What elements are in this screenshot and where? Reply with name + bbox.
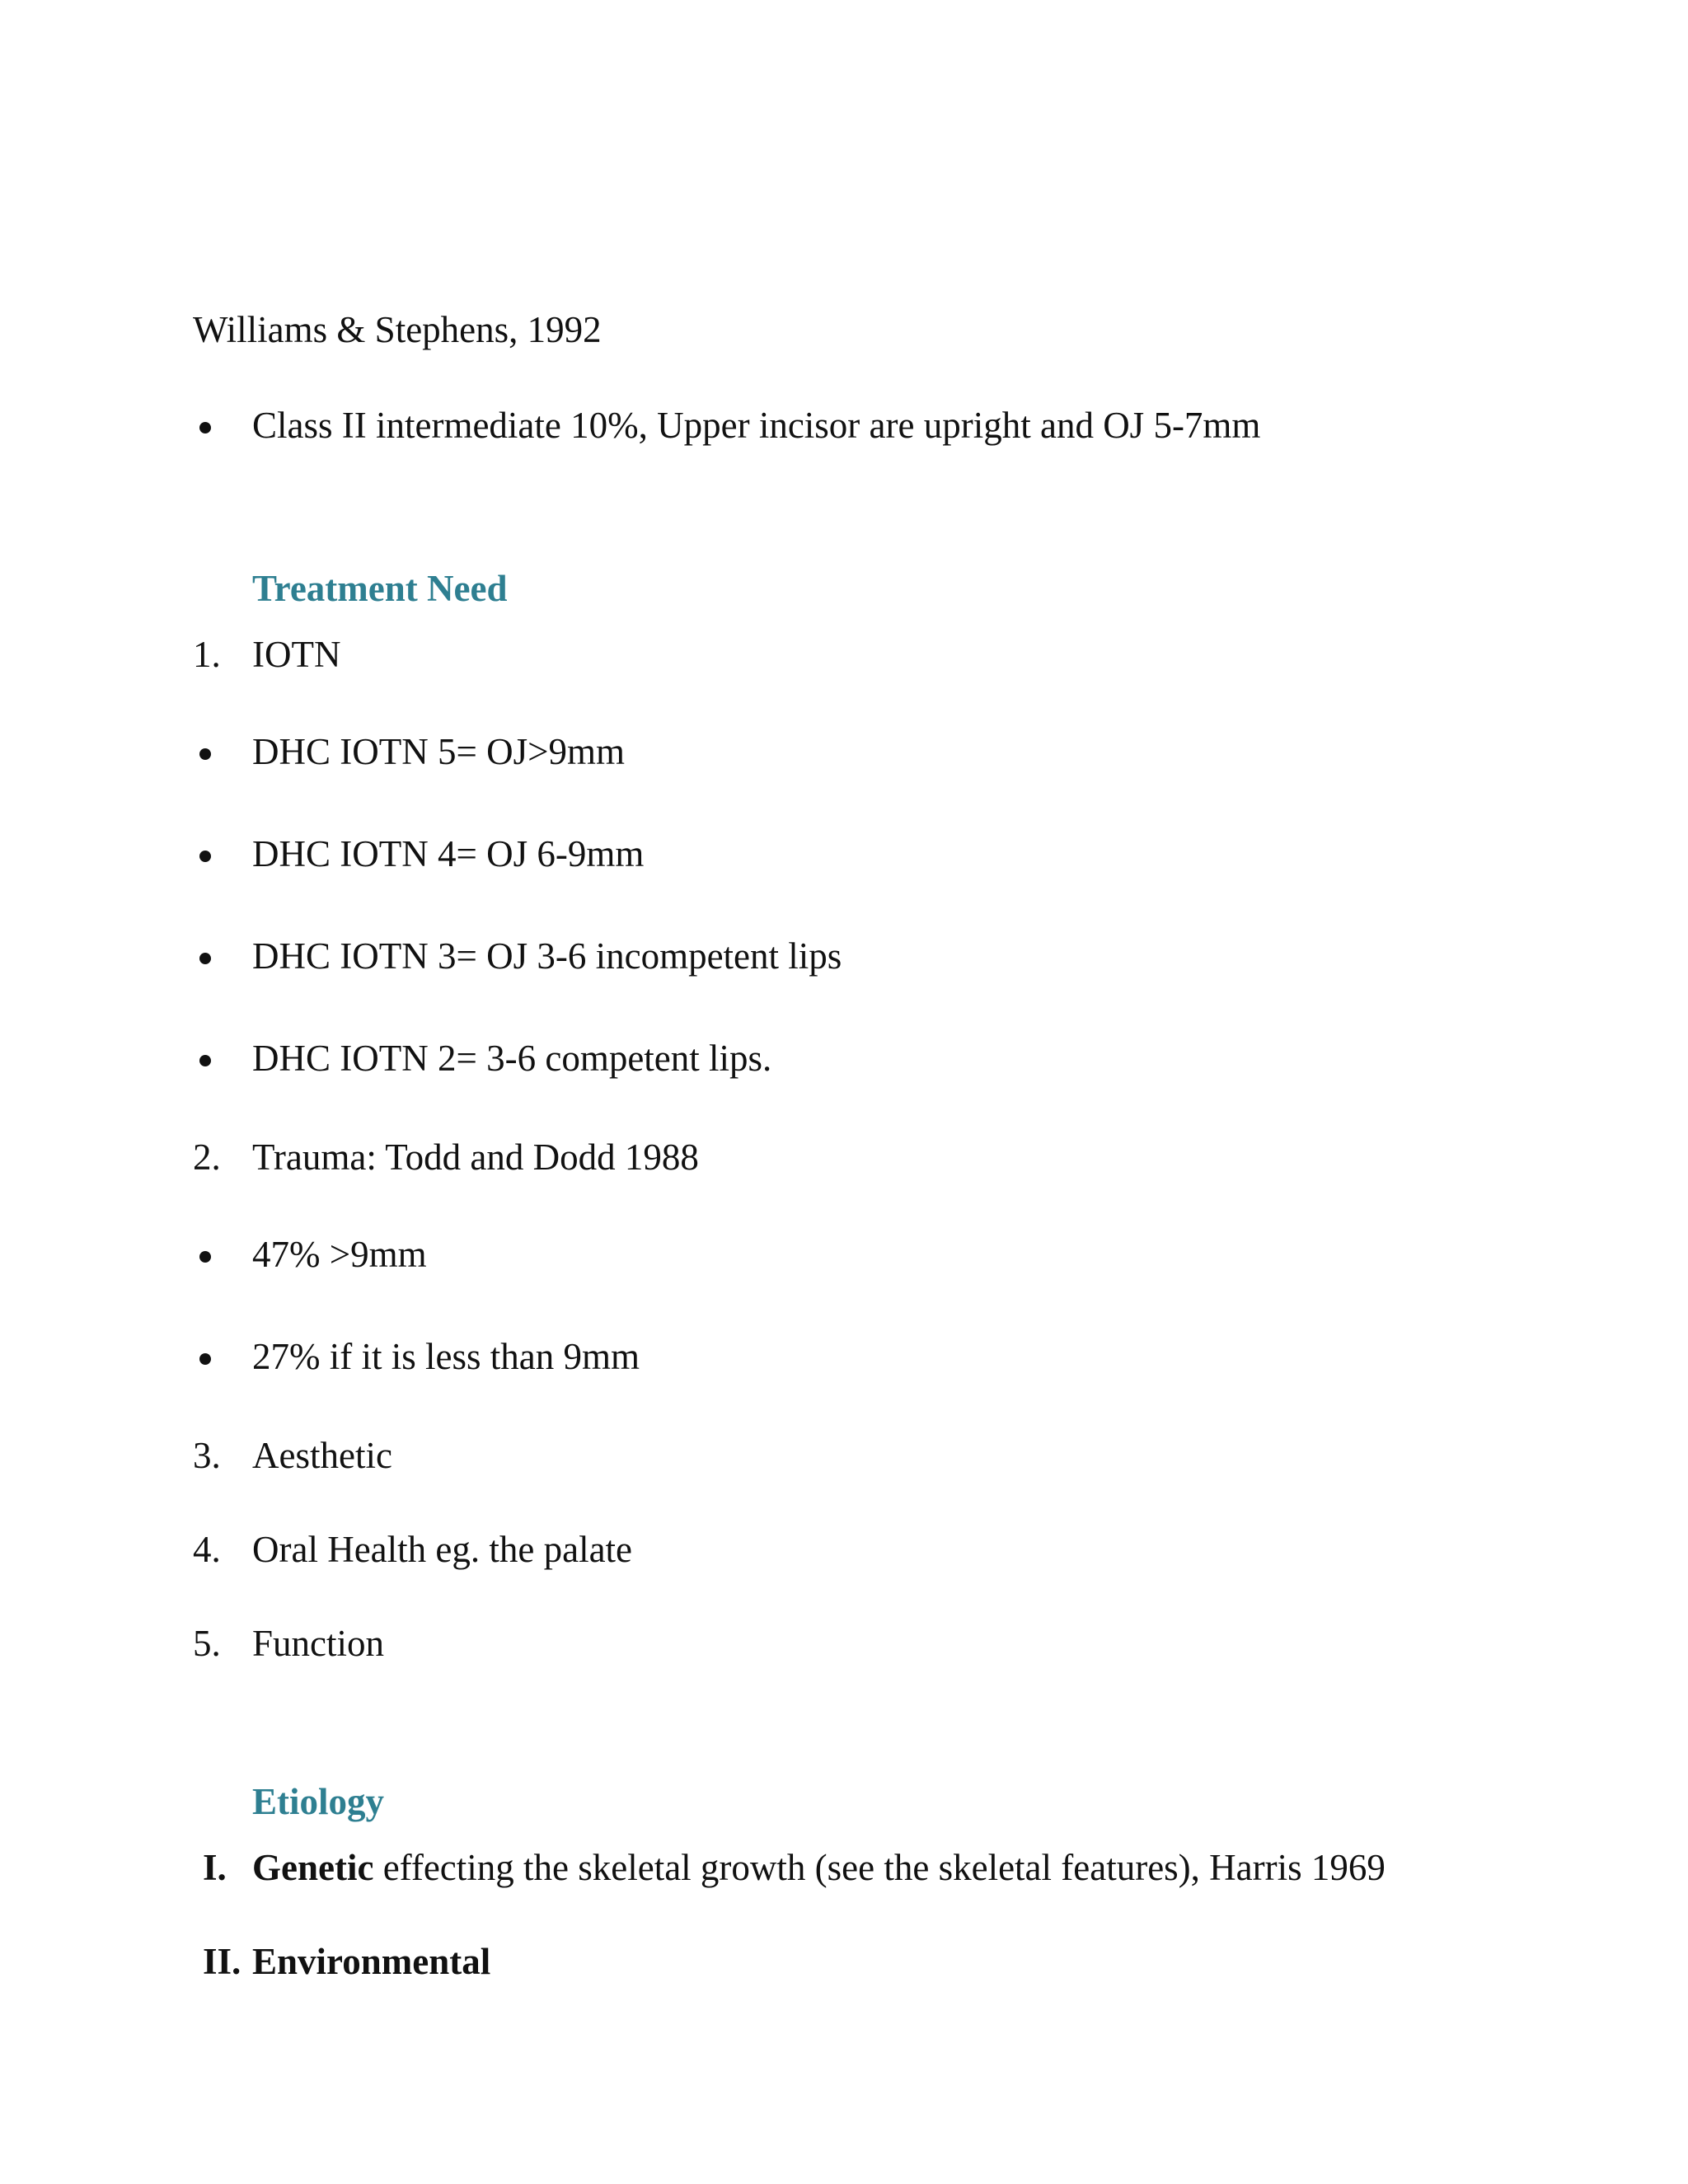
bullet-icon bbox=[199, 953, 211, 964]
bullet-icon bbox=[199, 1251, 211, 1263]
roman-numeral: II. bbox=[203, 1941, 241, 1982]
citation-text: Williams & Stephens, 1992 bbox=[193, 309, 602, 350]
list-item-text: Aesthetic bbox=[252, 1435, 392, 1476]
treatment-need-heading: Treatment Need bbox=[252, 568, 508, 609]
etiology-item-bold: Genetic bbox=[252, 1847, 374, 1888]
bullet-text: 47% >9mm bbox=[252, 1234, 427, 1275]
bullet-text: DHC IOTN 5= OJ>9mm bbox=[252, 731, 625, 772]
bullet-icon bbox=[199, 1055, 211, 1066]
intro-bullet-text: Class II intermediate 10%, Upper incisor are upright and OJ 5-7mm bbox=[252, 405, 1261, 446]
list-item-text: Function bbox=[252, 1623, 385, 1664]
bullet-icon bbox=[199, 748, 211, 760]
etiology-heading: Etiology bbox=[252, 1781, 385, 1822]
list-number: 3. bbox=[193, 1435, 221, 1476]
bullet-text: DHC IOTN 4= OJ 6-9mm bbox=[252, 833, 645, 874]
etiology-item-text bbox=[252, 1849, 1386, 1886]
list-number: 2. bbox=[193, 1137, 221, 1178]
bullet-icon bbox=[199, 422, 211, 434]
roman-numeral: I. bbox=[203, 1847, 227, 1888]
list-item-text: Trauma: Todd and Dodd 1988 bbox=[252, 1137, 699, 1178]
etiology-item-text bbox=[252, 1943, 490, 1980]
list-number: 1. bbox=[193, 634, 221, 675]
list-number: 5. bbox=[193, 1623, 221, 1664]
bullet-icon bbox=[199, 851, 211, 862]
list-item-text: IOTN bbox=[252, 634, 341, 675]
list-number: 4. bbox=[193, 1529, 221, 1570]
bullet-icon bbox=[199, 1353, 211, 1365]
list-item-text: Oral Health eg. the palate bbox=[252, 1529, 633, 1570]
bullet-text: 27% if it is less than 9mm bbox=[252, 1336, 640, 1377]
bullet-text: DHC IOTN 2= 3-6 competent lips. bbox=[252, 1038, 772, 1079]
etiology-item-bold: Environmental bbox=[252, 1941, 491, 1982]
etiology-item-rest: effecting the skeletal growth (see the skeletal features), Harris 1969 bbox=[373, 1847, 1386, 1888]
bullet-text: DHC IOTN 3= OJ 3-6 incompetent lips bbox=[252, 935, 842, 977]
